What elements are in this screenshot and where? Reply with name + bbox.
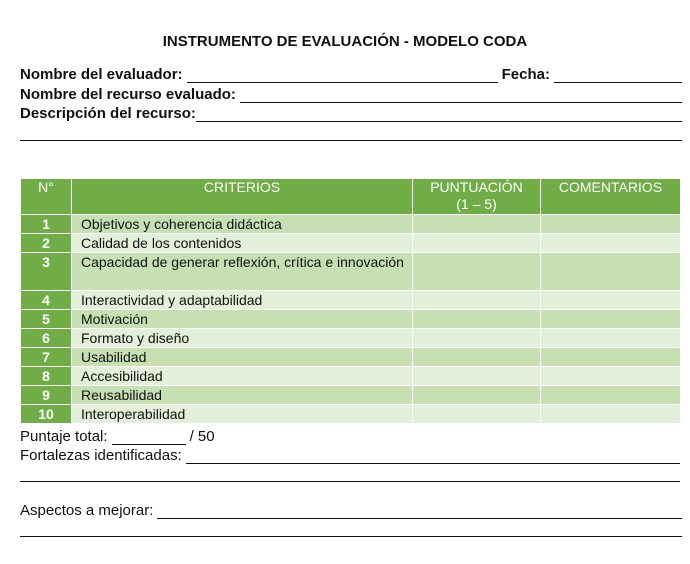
header-number: N° [21,179,72,215]
comment-cell[interactable] [541,329,681,348]
date-field[interactable] [554,68,682,83]
comment-cell[interactable] [541,234,681,253]
description-field[interactable] [196,107,682,122]
table-row [21,329,681,348]
row-criterion: Capacidad de generar reflexión, crítica e innovación [72,253,413,291]
row-number: 6 [21,329,72,348]
row-criterion: Motivación [72,310,413,329]
table-row [21,367,681,386]
score-cell[interactable] [413,234,541,253]
strengths-label: Fortalezas identificadas: [20,447,182,464]
strengths-extra-line[interactable] [20,481,680,482]
improvements-label: Aspectos a mejorar: [20,502,154,519]
comment-cell[interactable] [541,291,681,310]
description-extra-line[interactable] [20,140,682,141]
comment-cell[interactable] [541,310,681,329]
row-criterion: Usabilidad [72,348,413,367]
score-cell[interactable] [413,386,541,405]
row-criterion: Reusabilidad [72,386,413,405]
table-row [21,405,681,424]
score-cell[interactable] [413,329,541,348]
description-row [20,103,682,122]
row-number: 10 [21,405,72,424]
score-cell[interactable] [413,348,541,367]
resource-name-label: Nombre del recurso evaluado: [20,86,236,103]
score-cell[interactable] [413,310,541,329]
row-number: 1 [21,215,72,234]
header-comments: COMENTARIOS [541,179,681,215]
table-row [21,291,681,310]
score-cell[interactable] [413,405,541,424]
score-cell[interactable] [413,291,541,310]
score-cell[interactable] [413,215,541,234]
total-score-field[interactable] [112,430,186,445]
row-criterion: Interactividad y adaptabilidad [72,291,413,310]
improvements-row [20,500,682,519]
row-number: 9 [21,386,72,405]
comment-cell[interactable] [541,253,681,291]
table-row [21,348,681,367]
evaluator-date-row [20,64,682,83]
criteria-table [20,178,681,424]
total-score-row [20,426,215,445]
table-row [21,215,681,234]
resource-name-field[interactable] [240,88,682,103]
row-number: 5 [21,310,72,329]
row-criterion: Accesibilidad [72,367,413,386]
table-row [21,310,681,329]
table-row [21,253,681,291]
strengths-row [20,445,680,464]
total-score-label: Puntaje total: [20,428,108,445]
header-criteria: CRITERIOS [72,179,413,215]
row-criterion: Objetivos y coherencia didáctica [72,215,413,234]
table-row [21,386,681,405]
resource-name-row [20,84,682,103]
row-criterion: Calidad de los contenidos [72,234,413,253]
total-score-max: / 50 [189,428,215,445]
comment-cell[interactable] [541,215,681,234]
comment-cell[interactable] [541,405,681,424]
header-score [413,179,541,215]
document-title: INSTRUMENTO DE EVALUACIÓN - MODELO CODA [162,33,528,50]
row-number: 7 [21,348,72,367]
description-label: Descripción del recurso: [20,105,196,122]
row-number: 2 [21,234,72,253]
comment-cell[interactable] [541,367,681,386]
table-row [21,234,681,253]
improvements-extra-line[interactable] [20,536,682,537]
evaluator-field[interactable] [187,68,498,83]
row-number: 4 [21,291,72,310]
header-score-range: (1 – 5) [456,196,497,212]
score-cell[interactable] [413,367,541,386]
improvements-field[interactable] [157,504,682,519]
score-cell[interactable] [413,253,541,291]
comment-cell[interactable] [541,386,681,405]
row-criterion: Formato y diseño [72,329,413,348]
date-label: Fecha: [501,66,550,83]
strengths-field[interactable] [186,449,680,464]
row-criterion: Interoperabilidad [72,405,413,424]
header-score-label: PUNTUACIÓN [430,179,523,195]
comment-cell[interactable] [541,348,681,367]
evaluator-label: Nombre del evaluador: [20,66,183,83]
row-number: 3 [21,253,72,291]
row-number: 8 [21,367,72,386]
